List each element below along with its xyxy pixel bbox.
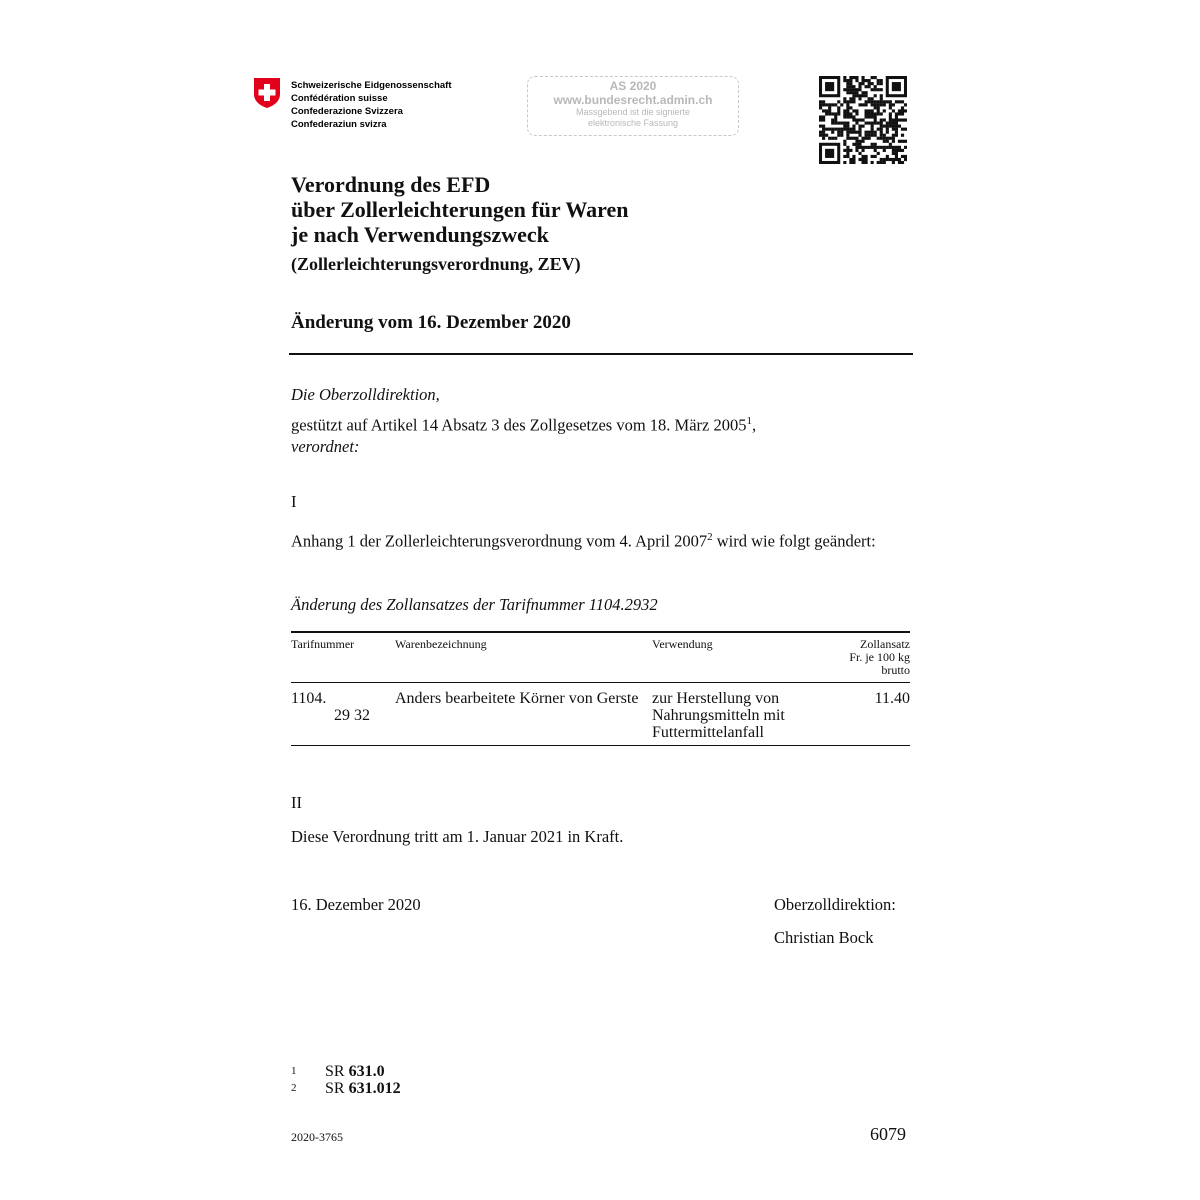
cell-duty-rate: 11.40 [874, 690, 910, 707]
swiss-crest-logo [252, 76, 282, 110]
document-title [291, 172, 629, 247]
stamp-note-1: Massgebend ist die signierte [575, 107, 691, 117]
document-number: 2020-3765 [291, 1130, 343, 1144]
footnote-ref-1[interactable]: 1 [746, 415, 752, 427]
section-1-text [291, 528, 909, 551]
footnote-1-number: 1 [291, 1065, 297, 1077]
title-line-3: je nach Verwendungszweck [291, 222, 549, 247]
signature-authority: Oberzolldirektion: [774, 895, 896, 914]
footnote-2-number: 2 [291, 1082, 297, 1094]
footnote-1 [291, 1063, 385, 1080]
page-number: 6079 [870, 1124, 906, 1144]
th-goods-description: Warenbezeichnung [395, 637, 487, 651]
gov-name-fr: Confédération suisse [291, 93, 388, 104]
title-line-2: über Zollerleichterungen für Waren [291, 197, 629, 222]
table-header-rule [291, 682, 910, 683]
table-top-rule [291, 631, 910, 633]
footnote-1-ref[interactable]: 631.0 [348, 1063, 385, 1080]
cell-use [652, 690, 785, 741]
th-duty-rate [810, 638, 910, 677]
stamp-collection: AS 2020 [609, 79, 657, 93]
footnote-2 [291, 1080, 401, 1097]
qr-code[interactable] [819, 76, 907, 164]
gov-name-de: Schweizerische Eidgenossenschaft [291, 80, 452, 91]
gov-name-it: Confederazione Svizzera [291, 106, 403, 117]
th-use: Verwendung [652, 637, 713, 651]
section-2-text: Diese Verordnung tritt am 1. Januar 2021 in Kraft. [291, 827, 624, 846]
footnote-2-prefix: SR [325, 1080, 349, 1097]
stamp-url[interactable]: www.bundesrecht.admin.ch [553, 93, 713, 107]
section-1-text-a: Anhang 1 der Zollerleichterungsverordnung vom 4. April 2007 [291, 531, 708, 551]
section-1-text-b: wird wie folgt geändert: [712, 531, 876, 551]
table-caption: Änderung des Zollansatzes der Tarifnummer 1104.2932 [291, 595, 658, 614]
official-publication-stamp [527, 76, 739, 136]
th-duty-rate-line-3: brutto [881, 663, 910, 677]
cell-goods: Anders bearbeitete Körner von Gerste [395, 690, 639, 707]
preamble-basis-text: gestützt auf Artikel 14 Absatz 3 des Zollgesetzes vom 18. März 2005 [291, 415, 747, 435]
preamble-basis-end: , [751, 415, 757, 435]
signature-date: 16. Dezember 2020 [291, 895, 421, 914]
preamble-authority: Die Oberzolldirektion, [291, 385, 440, 404]
title-divider [289, 353, 913, 355]
gov-name-rm: Confederaziun svizra [291, 119, 387, 130]
amendment-date: Änderung vom 16. Dezember 2020 [291, 312, 571, 333]
th-duty-rate-line-2: Fr. je 100 kg [849, 650, 910, 664]
cell-use-line-1: zur Herstellung von [652, 690, 780, 707]
document-short-title: (Zollerleichterungsverordnung, ZEV) [291, 254, 581, 274]
footnote-1-prefix: SR [325, 1063, 349, 1080]
table-bottom-rule [291, 745, 910, 746]
stamp-note-2: elektronische Fassung [587, 118, 679, 128]
cell-use-line-3: Futtermittelanfall [652, 724, 764, 741]
cell-tariff-2: 29 32 [334, 707, 370, 724]
section-2-numeral: II [291, 793, 302, 812]
title-line-1: Verordnung des EFD [291, 172, 491, 197]
th-tariff-number: Tarifnummer [291, 637, 355, 651]
cell-use-line-2: Nahrungsmitteln mit [652, 707, 785, 724]
th-duty-rate-line-1: Zollansatz [860, 637, 910, 651]
government-names [291, 79, 452, 131]
cell-tariff-1: 1104. [291, 690, 327, 707]
preamble-decrees: verordnet: [291, 437, 360, 456]
signature-name: Christian Bock [774, 928, 874, 947]
section-1-numeral: I [291, 492, 297, 511]
footnote-ref-2[interactable]: 2 [707, 531, 713, 543]
preamble-basis [291, 411, 756, 436]
footnote-2-ref[interactable]: 631.012 [348, 1080, 401, 1097]
